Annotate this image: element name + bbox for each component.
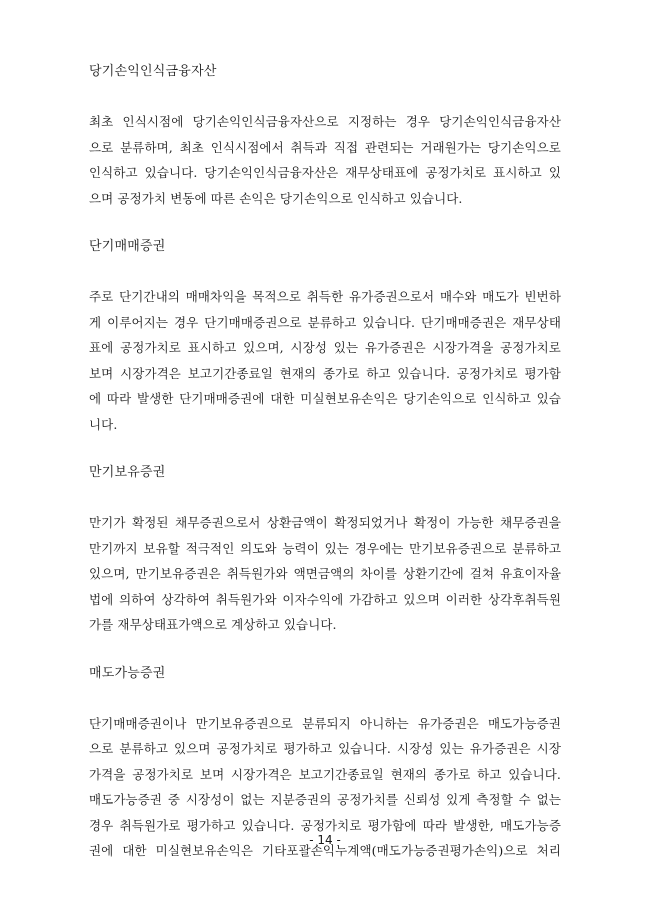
section-paragraph-trading-securities — [89, 284, 561, 437]
section-paragraph-fvtpl — [89, 109, 561, 211]
paragraph-line: 으로 분류하며, 최초 인식시점에서 취득과 직접 관련되는 거래원가는 당기손익으로 — [89, 139, 561, 155]
paragraph-line: 가격을 공정가치로 보며 시장가격은 보고기간종료일 현재의 종가로 하고 있습니다. — [89, 766, 561, 782]
paragraph-line: 경우 취득원가로 평가하고 있습니다. 공정가치로 평가함에 따라 발생한, 매도가능증 — [89, 817, 561, 833]
paragraph-line: 보며 시장가격은 보고기간종료일 현재의 종가로 하고 있습니다. 공정가치로 평가함 — [89, 365, 561, 381]
section-heading-available-for-sale: 매도가능증권 — [89, 665, 166, 681]
paragraph-line: 게 이루어지는 경우 단기매매증권으로 분류하고 있습니다. 단기매매증권은 재무상태 — [89, 314, 561, 330]
paragraph-line: 만기가 확정된 채무증권으로서 상환금액이 확정되었거나 확정이 가능한 채무증권을 — [89, 515, 561, 530]
paragraph-line: 니다. — [89, 416, 118, 432]
page-number: - 14 - — [309, 833, 341, 847]
paragraph-line: 만기까지 보유할 적극적인 의도와 능력이 있는 경우에는 만기보유증권으로 분류하고 — [89, 540, 561, 556]
document-page — [89, 62, 561, 864]
section-heading-held-to-maturity: 만기보유증권 — [89, 465, 166, 480]
section-heading-fvtpl: 당기손익인식금융자산 — [89, 64, 217, 79]
section-heading-trading-securities: 단기매매증권 — [89, 239, 166, 254]
paragraph-line: 인식하고 있습니다. 당기손익인식금융자산은 재무상태표에 공정가치로 표시하고 있 — [89, 165, 561, 180]
paragraph-line: 주로 단기간내의 매매차익을 목적으로 취득한 유가증권으로서 매수와 매도가 빈번하 — [89, 289, 561, 304]
paragraph-line: 권에 대한 미실현보유손익은 기타포괄손익누계액(매도가능증권평가손익)으로 처리 — [89, 843, 561, 858]
paragraph-line: 으로 분류하고 있으며 공정가치로 평가하고 있습니다. 시장성 있는 유가증권은 시장 — [89, 741, 561, 756]
paragraph-line: 매도가능증권 중 시장성이 없는 지분증권의 공정가치를 신뢰성 있게 측정할 수 없는 — [89, 792, 561, 807]
section-paragraph-held-to-maturity — [89, 510, 561, 638]
paragraph-line: 가를 재무상태표가액으로 계상하고 있습니다. — [89, 617, 337, 632]
paragraph-line: 최초 인식시점에 당기손익인식금융자산으로 지정하는 경우 당기손익인식금융자산 — [89, 114, 561, 129]
paragraph-line: 에 따라 발생한 단기매매증권에 대한 미실현보유손익은 당기손익으로 인식하고 있습 — [89, 391, 561, 406]
paragraph-line: 법에 의하여 상각하여 취득원가와 이자수익에 가감하고 있으며 이러한 상각후취득원 — [89, 591, 561, 607]
paragraph-line: 있으며, 만기보유증권은 취득원가와 액면금액의 차이를 상환기간에 걸쳐 유효이자율 — [89, 566, 561, 581]
paragraph-line: 단기매매증권이나 만기보유증권으로 분류되지 아니하는 유가증권은 매도가능증권 — [89, 715, 561, 731]
paragraph-line: 으며 공정가치 변동에 따른 손익은 당기손익으로 인식하고 있습니다. — [89, 190, 463, 206]
paragraph-line: 표에 공정가치로 표시하고 있으며, 시장성 있는 유가증권은 시장가격을 공정가치로 — [89, 340, 561, 355]
